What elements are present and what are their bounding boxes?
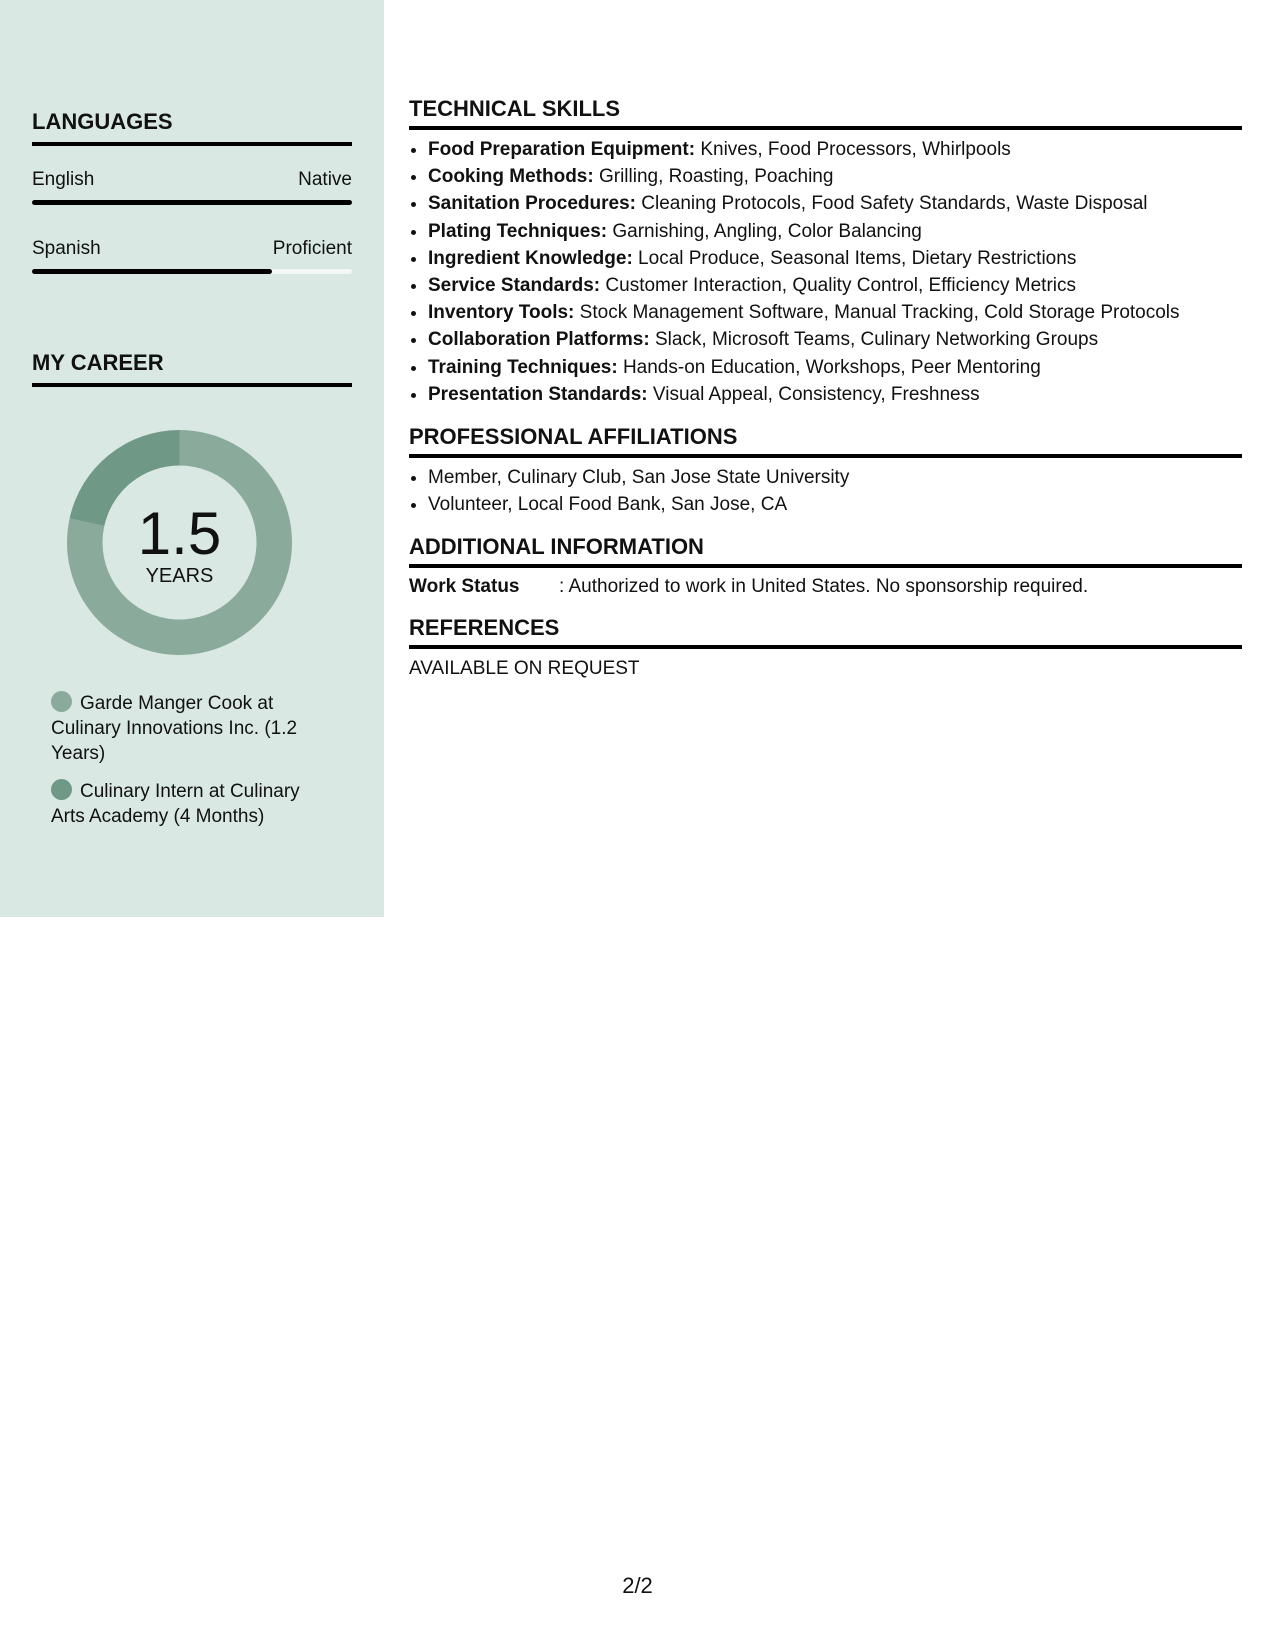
skill-text: Stock Management Software, Manual Tracking, Cold Storage Protocols — [574, 302, 1180, 324]
additional-info-section — [409, 533, 1242, 599]
affiliations-section — [409, 423, 1242, 518]
affiliations-list — [409, 464, 1242, 518]
language-item-english — [32, 168, 352, 205]
skill-text: Grilling, Roasting, Poaching — [593, 166, 834, 188]
references-section — [409, 614, 1242, 681]
language-proficiency-fill — [32, 269, 272, 274]
language-name: English — [32, 169, 95, 190]
technical-skills-section — [409, 95, 1242, 408]
skill-label: Ingredient Knowledge: — [428, 247, 633, 269]
skill-text: Garnishing, Angling, Color Balancing — [607, 220, 922, 242]
career-donut-chart — [67, 430, 292, 655]
legend-dot-icon — [51, 779, 72, 800]
career-heading: MY CAREER — [32, 349, 352, 387]
skill-item — [428, 218, 1242, 245]
skill-label: Service Standards: — [428, 275, 601, 297]
skill-item — [428, 163, 1242, 190]
skill-label: Food Preparation Equipment: — [428, 139, 696, 160]
language-proficiency-bar — [32, 269, 352, 274]
skill-item — [428, 326, 1242, 353]
skill-label: Collaboration Platforms: — [428, 329, 650, 351]
technical-skills-heading: TECHNICAL SKILLS — [409, 95, 1242, 130]
skill-label: Presentation Standards: — [428, 383, 648, 405]
skill-label: Training Techniques: — [428, 356, 618, 378]
skill-item — [428, 190, 1242, 217]
languages-heading: LANGUAGES — [32, 108, 352, 146]
skill-item — [428, 354, 1242, 381]
career-legend-item — [51, 779, 311, 829]
sidebar — [0, 0, 384, 917]
page-number: 2/2 — [622, 1573, 653, 1598]
skill-item — [428, 381, 1242, 408]
skill-text: Hands-on Education, Workshops, Peer Mentoring — [617, 356, 1041, 378]
skill-text: Visual Appeal, Consistency, Freshness — [647, 383, 980, 405]
language-proficiency-fill — [32, 200, 352, 205]
affiliation-item: • Volunteer, Local Food Bank, San Jose, CA — [428, 491, 1242, 518]
skill-text: Cleaning Protocols, Food Safety Standards, Waste Disposal — [636, 193, 1148, 215]
skill-label: Sanitation Procedures: — [428, 193, 636, 215]
additional-info-heading: ADDITIONAL INFORMATION — [409, 533, 1242, 568]
career-legend-label: Garde Manger Cook at Culinary Innovations Inc. (1.2 Years) — [51, 693, 298, 764]
language-proficiency-bar — [32, 200, 352, 205]
skill-item — [428, 299, 1242, 326]
skill-item — [428, 136, 1242, 163]
skill-text: Local Produce, Seasonal Items, Dietary Restrictions — [632, 247, 1077, 269]
skill-item — [428, 245, 1242, 272]
skill-item — [428, 272, 1242, 299]
references-text: AVAILABLE ON REQUEST — [409, 658, 640, 680]
language-level: Proficient — [272, 238, 352, 259]
skill-text: Slack, Microsoft Teams, Culinary Networking Groups — [649, 329, 1099, 351]
affiliation-item: • Member, Culinary Club, San Jose State University — [428, 464, 1242, 491]
career-section — [32, 349, 352, 387]
skill-label: Plating Techniques: — [428, 220, 608, 242]
work-status-label: Work Status — [409, 576, 520, 598]
skill-text: Customer Interaction, Quality Control, Efficiency Metrics — [600, 275, 1077, 297]
career-total-years: 1.5 — [137, 500, 222, 567]
career-total-unit: YEARS — [145, 565, 214, 587]
languages-section — [32, 108, 352, 274]
career-legend-label: Culinary Intern at Culinary Arts Academy (4 Months) — [51, 781, 300, 827]
affiliations-heading: PROFESSIONAL AFFILIATIONS — [409, 423, 1242, 458]
language-name: Spanish — [32, 238, 101, 259]
language-level: Native — [298, 169, 352, 190]
technical-skills-list — [409, 136, 1242, 408]
references-heading: REFERENCES — [409, 614, 1242, 649]
skill-text: Knives, Food Processors, Whirlpools — [695, 139, 1011, 160]
skill-label: Inventory Tools: — [428, 302, 575, 324]
career-legend-item — [51, 691, 311, 766]
main-content — [409, 95, 1242, 681]
career-legend — [51, 691, 311, 842]
legend-dot-icon — [51, 691, 72, 712]
work-status-value: : Authorized to work in United States. No sponsorship required. — [559, 576, 1089, 598]
skill-label: Cooking Methods: — [428, 166, 594, 188]
work-status-row — [409, 575, 1242, 599]
language-item-spanish — [32, 237, 352, 274]
